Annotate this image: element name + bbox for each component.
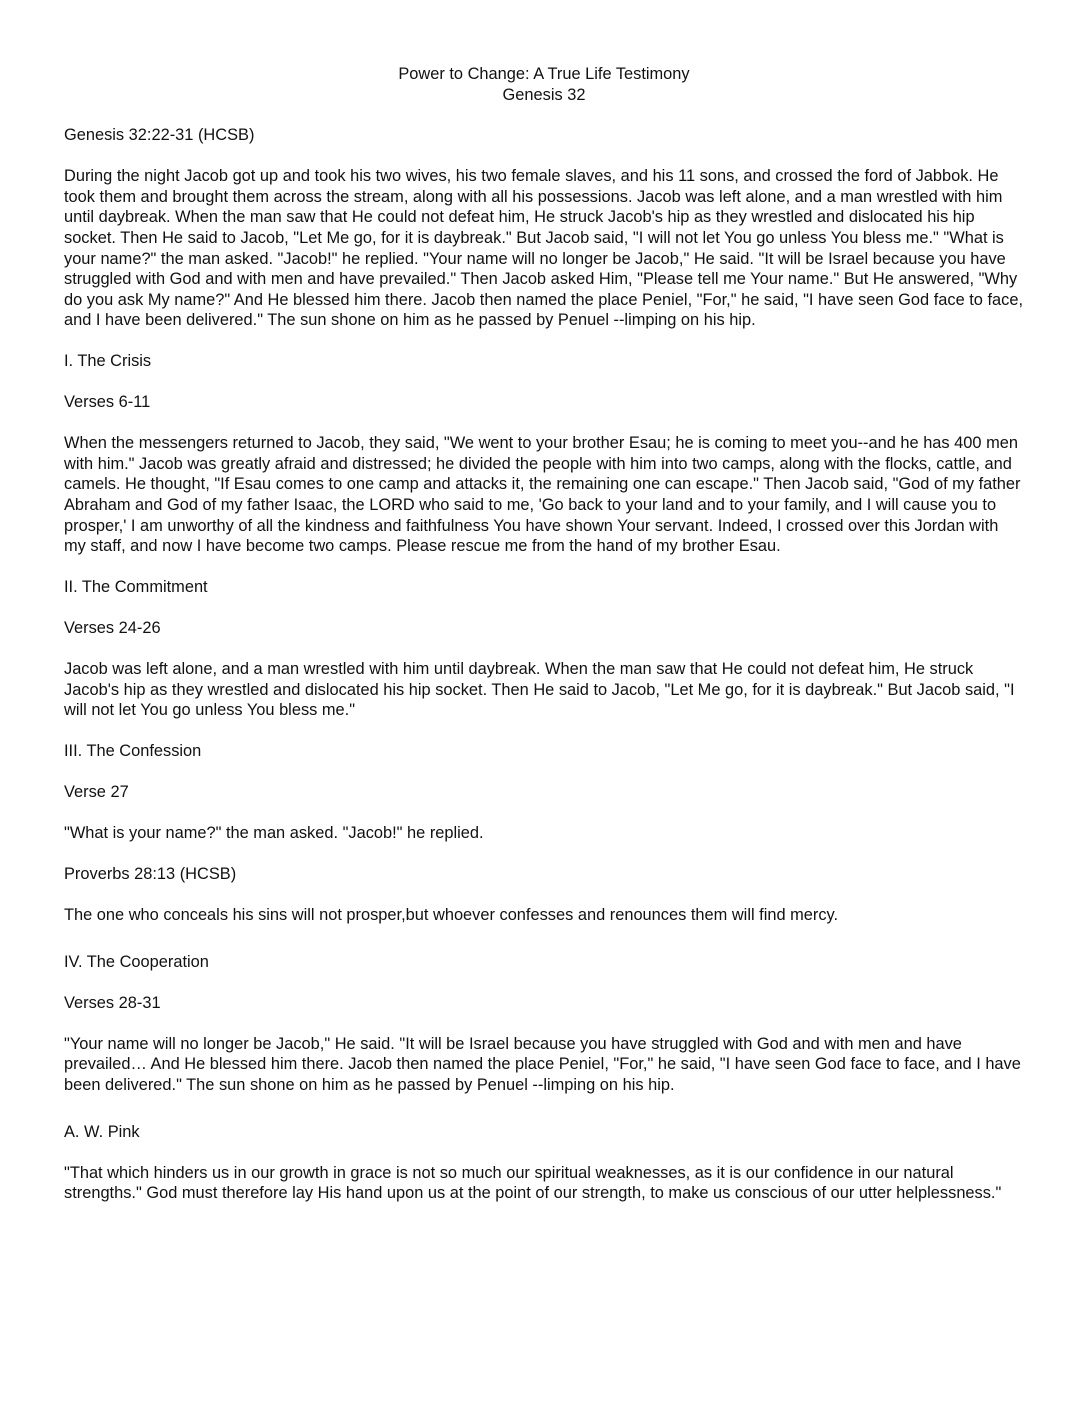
document-subtitle: Genesis 32: [502, 85, 586, 104]
section-heading-crisis: I. The Crisis: [64, 352, 152, 371]
verse-text: "Your name will no longer be Jacob," He said. "It will be Israel because you have struggled with God and with men and have prevailed… And He blessed him there. Jacob then named the place Peniel, "For," he said, "I have seen God face to face, and I have been delivered." The sun shone on him as he passed by Penuel --limping on his hip.: [64, 1034, 1021, 1095]
document-title: Power to Change: A True Life Testimony: [398, 65, 690, 83]
verse-text: The one who conceals his sins will not prosper,but whoever confesses and renounces them will find mercy.: [64, 906, 839, 925]
document-page: [64, 64, 1024, 1224]
verse-text: "What is your name?" the man asked. "Jacob!" he replied.: [64, 824, 484, 843]
verse-text: When the messengers returned to Jacob, they said, "We went to your brother Esau; he is coming to meet you--and he has 400 men with him." Jacob was greatly afraid and distressed; he divided the people with him into two camps, along with the flocks, cattle, and camels. He thought, "If Esau comes to one camp and attacks it, the remaining one can escape." Then Jacob said, "God of my father Abraham and God of my father Isaac, the LORD who said to me, 'Go back to your land and to your family, and I will cause you to prosper,' I am unworthy of all the kindness and faithfulness You have shown Your servant. Indeed, I crossed over this Jordan with my staff, and now I have become two camps. Please rescue me from the hand of my brother Esau.: [64, 434, 1021, 556]
verse-reference: Verses 24-26: [64, 619, 161, 638]
quote-author: A. W. Pink: [64, 1122, 140, 1141]
verse-text: Jacob was left alone, and a man wrestled with him until daybreak. When the man saw that He could not defeat him, He struck Jacob's hip as they wrestled and dislocated his hip socket. Then He said to Jacob, "Let Me go, for it is daybreak." But Jacob said, "I will not let You go unless You bless me.": [64, 660, 1015, 720]
section-heading-cooperation: IV. The Cooperation: [64, 952, 209, 971]
verse-reference: Verses 28-31: [64, 993, 161, 1012]
scripture-reference: Genesis 32:22-31 (HCSB): [64, 126, 255, 145]
scripture-reference: Proverbs 28:13 (HCSB): [64, 865, 237, 884]
scripture-passage: During the night Jacob got up and took his two wives, his two female slaves, and his 11 sons, and crossed the ford of Jabbok. He took them and brought them across the stream, along with all his possessions. Jacob was left alone, and a man wrestled with him until daybreak. When the man saw that He could not defeat him, He struck Jacob's hip as they wrestled and dislocated his hip socket. Then He said to Jacob, "Let Me go, for it is daybreak." But Jacob said, "I will not let You go unless You bless me." "What is your name?" the man asked. "Jacob!" he replied. "Your name will no longer be Jacob," He said. "It will be Israel because you have struggled with God and with men and have prevailed." Then Jacob asked Him, "Please tell me Your name." But He answered, "Why do you ask My name?" And He blessed him there. Jacob then named the place Peniel, "For," he said, "I have seen God face to face, and I have been delivered." The sun shone on him as he passed by Penuel --limping on his hip.: [64, 167, 1024, 330]
quote-text: "That which hinders us in our growth in grace is not so much our spiritual weaknesses, as it is our confidence in our natural strengths." God must therefore lay His hand upon us at the point of our strength, to make us conscious of our utter helplessness.": [64, 1163, 1002, 1203]
section-heading-commitment: II. The Commitment: [64, 578, 208, 597]
section-heading-confession: III. The Confession: [64, 742, 202, 761]
verse-reference: Verse 27: [64, 783, 129, 802]
verse-reference: Verses 6-11: [64, 393, 151, 412]
title-block: [64, 64, 1024, 105]
